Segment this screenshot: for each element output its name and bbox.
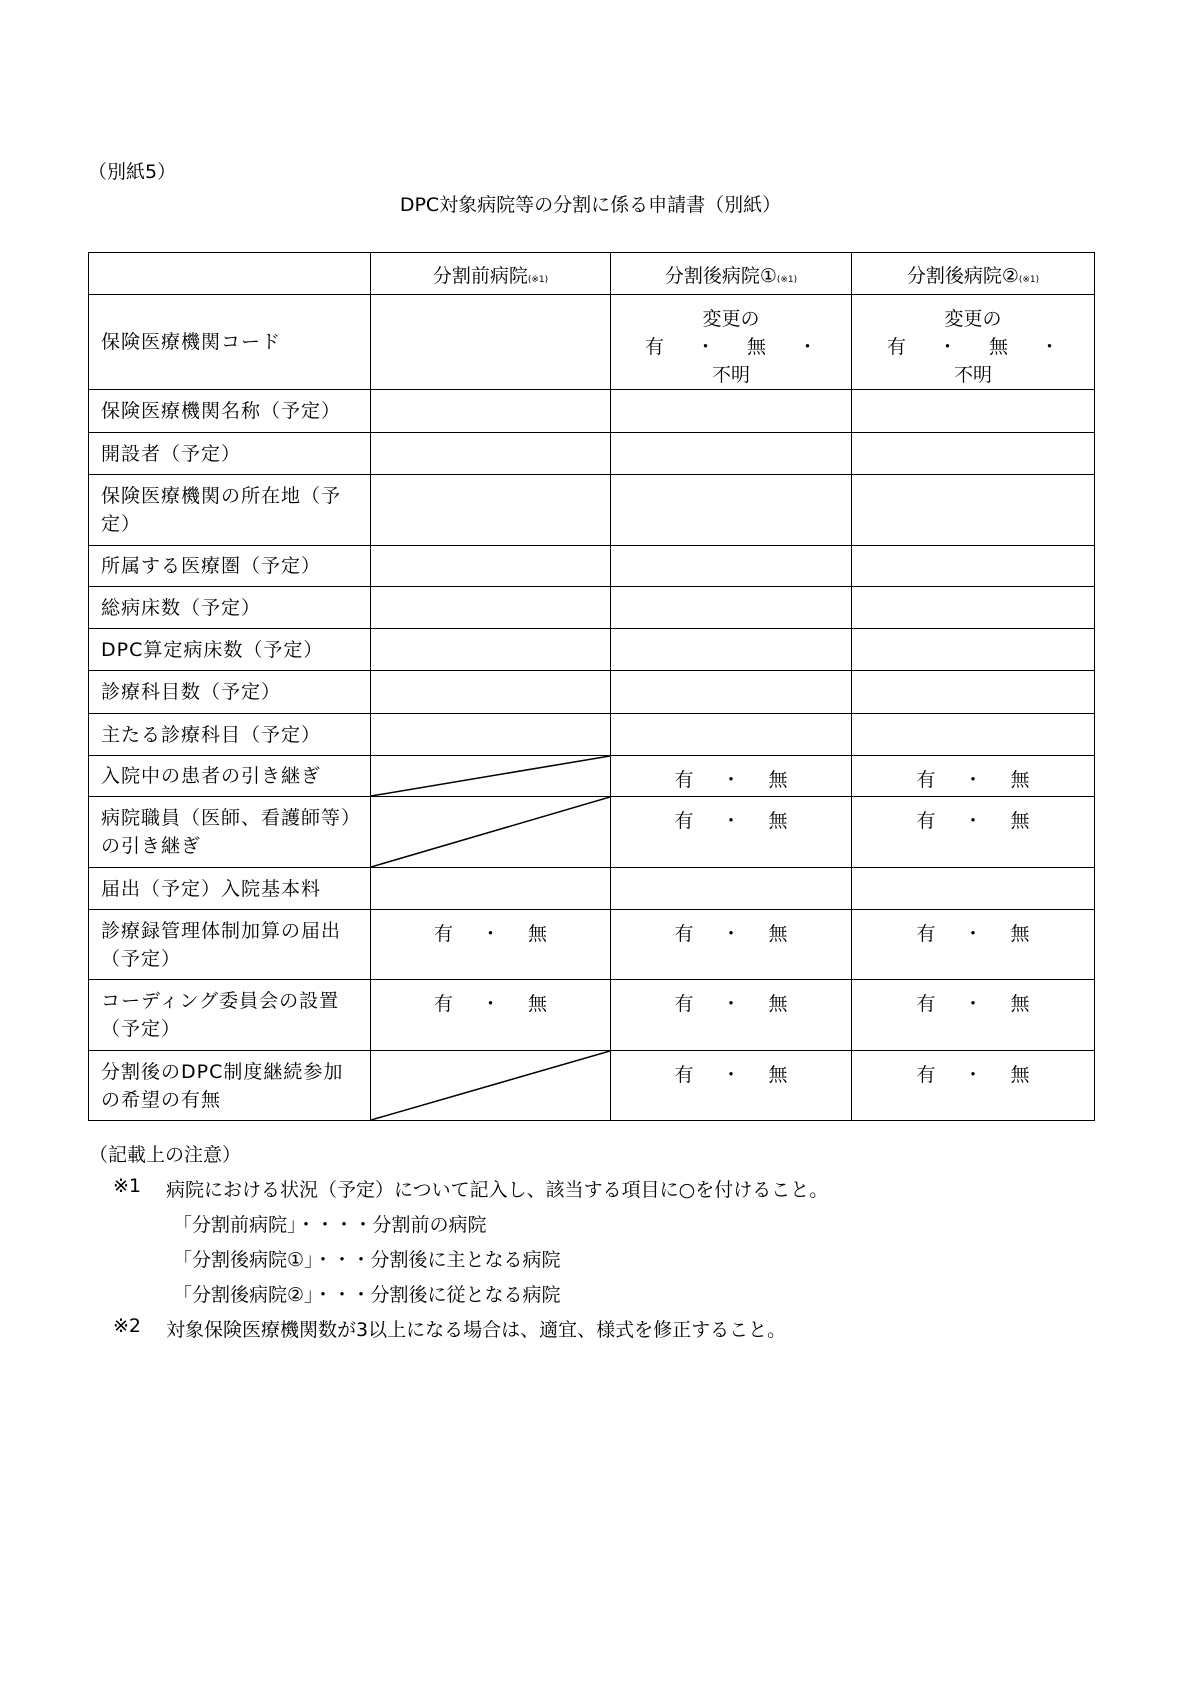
input-cell[interactable] xyxy=(611,295,852,390)
option[interactable]: ・ xyxy=(480,993,500,1015)
input-cell[interactable] xyxy=(611,714,852,756)
option[interactable]: ・ xyxy=(798,336,818,358)
row-label: 診療科目数（予定） xyxy=(89,671,371,714)
document-label: （別紙5） xyxy=(88,161,177,183)
input-cell[interactable] xyxy=(852,475,1095,546)
input-cell[interactable] xyxy=(371,671,611,714)
option[interactable]: ・ xyxy=(721,1064,741,1086)
yes-no-options xyxy=(660,920,801,948)
option[interactable]: ・ xyxy=(480,923,500,945)
row-label: DPC算定病床数（予定） xyxy=(89,629,371,671)
input-cell[interactable] xyxy=(371,714,611,756)
input-cell[interactable] xyxy=(852,910,1095,980)
option[interactable]: 有 xyxy=(674,810,694,832)
option[interactable]: ・ xyxy=(721,993,741,1015)
note-1-item: 「分割後病院①」・・・分割後に主となる病院 xyxy=(173,1249,561,1271)
option[interactable]: 有 xyxy=(674,769,694,791)
option[interactable]: ・ xyxy=(721,810,741,832)
yes-no-options xyxy=(660,807,801,835)
option[interactable]: 有 xyxy=(644,336,664,358)
input-cell[interactable] xyxy=(611,671,852,714)
row-label: 総病床数（予定） xyxy=(89,587,371,629)
option[interactable]: 無 xyxy=(1010,1064,1030,1086)
input-cell[interactable] xyxy=(852,980,1095,1051)
row-label: 所属する医療圏（予定） xyxy=(89,546,371,587)
table-row xyxy=(89,295,1095,390)
header-row xyxy=(89,253,1095,295)
yes-no-options xyxy=(902,1061,1043,1089)
header-col-before xyxy=(371,253,611,295)
option[interactable]: ・ xyxy=(963,923,983,945)
input-cell[interactable] xyxy=(371,1051,611,1121)
row-label: 主たる診療科目（予定） xyxy=(89,714,371,756)
table-row xyxy=(89,587,1095,629)
diagonal-line xyxy=(371,756,610,796)
input-cell[interactable] xyxy=(852,390,1095,433)
input-cell[interactable] xyxy=(852,629,1095,671)
input-cell[interactable] xyxy=(371,868,611,910)
option[interactable]: ・ xyxy=(963,810,983,832)
header-label: 分割後病院② xyxy=(906,265,1019,287)
header-label: 分割後病院① xyxy=(664,265,777,287)
option[interactable]: 無 xyxy=(1010,923,1030,945)
note-1-item: 「分割前病院」・・・・分割前の病院 xyxy=(173,1214,487,1236)
yes-no-unknown-options xyxy=(852,333,1094,389)
table-row xyxy=(89,980,1095,1051)
header-col-after-2 xyxy=(852,253,1095,295)
yes-no-options xyxy=(902,990,1043,1018)
input-cell[interactable] xyxy=(611,390,852,433)
yes-no-options xyxy=(420,990,561,1018)
yes-no-options xyxy=(660,766,801,794)
input-cell[interactable] xyxy=(611,910,852,980)
row-label: 入院中の患者の引き継ぎ xyxy=(89,756,371,797)
input-cell[interactable] xyxy=(371,910,611,980)
input-cell[interactable] xyxy=(852,546,1095,587)
table-row xyxy=(89,390,1095,433)
option[interactable]: 有 xyxy=(674,923,694,945)
input-cell[interactable] xyxy=(371,295,611,390)
yes-no-options xyxy=(660,990,801,1018)
note-2-text: 対象保険医療機関数が3以上になる場合は、適宜、様式を修正すること。 xyxy=(166,1319,787,1341)
option[interactable]: 無 xyxy=(1010,810,1030,832)
input-cell[interactable] xyxy=(371,629,611,671)
input-cell[interactable] xyxy=(371,587,611,629)
row-label: 届出（予定）入院基本料 xyxy=(89,868,371,910)
input-cell[interactable] xyxy=(371,797,611,868)
header-note: (※1) xyxy=(527,275,549,285)
option[interactable]: 不明 xyxy=(711,364,750,386)
option[interactable]: 有 xyxy=(433,923,453,945)
input-cell[interactable] xyxy=(852,756,1095,797)
document-title: DPC対象病院等の分割に係る申請書（別紙） xyxy=(399,194,782,216)
header-note: (※1) xyxy=(1018,275,1040,285)
row-label: 病院職員（医師、看護師等）の引き継ぎ xyxy=(89,797,371,868)
option[interactable]: 無 xyxy=(768,810,788,832)
option[interactable]: ・ xyxy=(963,769,983,791)
row-label: 分割後のDPC制度継続参加の希望の有無 xyxy=(89,1051,371,1121)
option[interactable]: 無 xyxy=(768,1064,788,1086)
change-label: 変更の xyxy=(702,308,760,330)
row-label: 保険医療機関の所在地（予定） xyxy=(89,475,371,546)
row-label: 診療録管理体制加算の届出（予定） xyxy=(89,910,371,980)
option[interactable]: 無 xyxy=(1010,993,1030,1015)
row-label: コーディング委員会の設置（予定） xyxy=(89,980,371,1051)
option[interactable]: 無 xyxy=(528,923,548,945)
input-cell[interactable] xyxy=(852,868,1095,910)
option[interactable]: 無 xyxy=(768,769,788,791)
yes-no-options xyxy=(420,920,561,948)
input-cell[interactable] xyxy=(611,475,852,546)
note-2-mark: ※2 xyxy=(113,1315,142,1337)
header-blank-cell xyxy=(89,253,371,295)
note-1-text: 病院における状況（予定）について記入し、該当する項目に○を付けること。 xyxy=(166,1179,829,1201)
input-cell[interactable] xyxy=(852,433,1095,475)
option[interactable]: 不明 xyxy=(953,364,992,386)
option[interactable]: ・ xyxy=(963,1064,983,1086)
input-cell[interactable] xyxy=(371,980,611,1051)
input-cell[interactable] xyxy=(852,671,1095,714)
notes-heading: （記載上の注意） xyxy=(89,1144,242,1166)
row-label: 保険医療機関名称（予定） xyxy=(89,390,371,433)
option[interactable]: 有 xyxy=(433,993,453,1015)
option[interactable]: 有 xyxy=(674,993,694,1015)
table-row xyxy=(89,910,1095,980)
header-col-after-1 xyxy=(611,253,852,295)
input-cell[interactable] xyxy=(611,546,852,587)
note-1-mark: ※1 xyxy=(113,1175,142,1197)
yes-no-options xyxy=(902,807,1043,835)
option[interactable]: ・ xyxy=(695,336,715,358)
input-cell[interactable] xyxy=(611,587,852,629)
option[interactable]: 無 xyxy=(747,336,767,358)
table-row xyxy=(89,1051,1095,1121)
input-cell[interactable] xyxy=(611,980,852,1051)
diagonal-line xyxy=(371,797,610,867)
option[interactable]: 有 xyxy=(916,1064,936,1086)
input-cell[interactable] xyxy=(371,390,611,433)
option[interactable]: ・ xyxy=(963,993,983,1015)
header-label: 分割前病院 xyxy=(432,265,528,287)
option[interactable]: 有 xyxy=(916,810,936,832)
header-note: (※1) xyxy=(776,275,798,285)
row-label: 開設者（予定） xyxy=(89,433,371,475)
input-cell[interactable] xyxy=(852,1051,1095,1121)
table-row xyxy=(89,475,1095,546)
input-cell[interactable] xyxy=(611,629,852,671)
option[interactable]: ・ xyxy=(721,923,741,945)
input-cell[interactable] xyxy=(852,714,1095,756)
table-row xyxy=(89,756,1095,797)
input-cell[interactable] xyxy=(611,756,852,797)
option[interactable]: 有 xyxy=(916,993,936,1015)
input-cell[interactable] xyxy=(371,756,611,797)
input-cell[interactable] xyxy=(371,475,611,546)
option[interactable]: 無 xyxy=(768,923,788,945)
option[interactable]: ・ xyxy=(721,769,741,791)
input-cell[interactable] xyxy=(852,797,1095,868)
input-cell[interactable] xyxy=(371,546,611,587)
diagonal-line xyxy=(371,1051,610,1120)
change-label: 変更の xyxy=(944,308,1002,330)
yes-no-unknown-options xyxy=(611,333,851,389)
table-row xyxy=(89,714,1095,756)
table-row xyxy=(89,797,1095,868)
input-cell[interactable] xyxy=(611,797,852,868)
table-row xyxy=(89,546,1095,587)
input-cell[interactable] xyxy=(371,433,611,475)
note-1-item: 「分割後病院②」・・・分割後に従となる病院 xyxy=(173,1284,561,1306)
option[interactable]: 無 xyxy=(989,336,1009,358)
option[interactable]: 有 xyxy=(674,1064,694,1086)
yes-no-options xyxy=(660,1061,801,1089)
input-cell[interactable] xyxy=(611,868,852,910)
input-cell[interactable] xyxy=(852,295,1095,390)
option[interactable]: ・ xyxy=(937,336,957,358)
table-row xyxy=(89,671,1095,714)
option[interactable]: 有 xyxy=(916,769,936,791)
input-cell[interactable] xyxy=(852,587,1095,629)
option[interactable]: 有 xyxy=(916,923,936,945)
option[interactable]: 無 xyxy=(1010,769,1030,791)
option[interactable]: 無 xyxy=(768,993,788,1015)
table-row xyxy=(89,433,1095,475)
table-row xyxy=(89,629,1095,671)
input-cell[interactable] xyxy=(611,433,852,475)
option[interactable]: 有 xyxy=(886,336,906,358)
yes-no-options xyxy=(902,766,1043,794)
option[interactable]: ・ xyxy=(1040,336,1060,358)
application-table xyxy=(88,252,1095,1121)
row-label: 保険医療機関コード xyxy=(89,295,371,390)
input-cell[interactable] xyxy=(611,1051,852,1121)
table-row xyxy=(89,868,1095,910)
option[interactable]: 無 xyxy=(528,993,548,1015)
yes-no-options xyxy=(902,920,1043,948)
